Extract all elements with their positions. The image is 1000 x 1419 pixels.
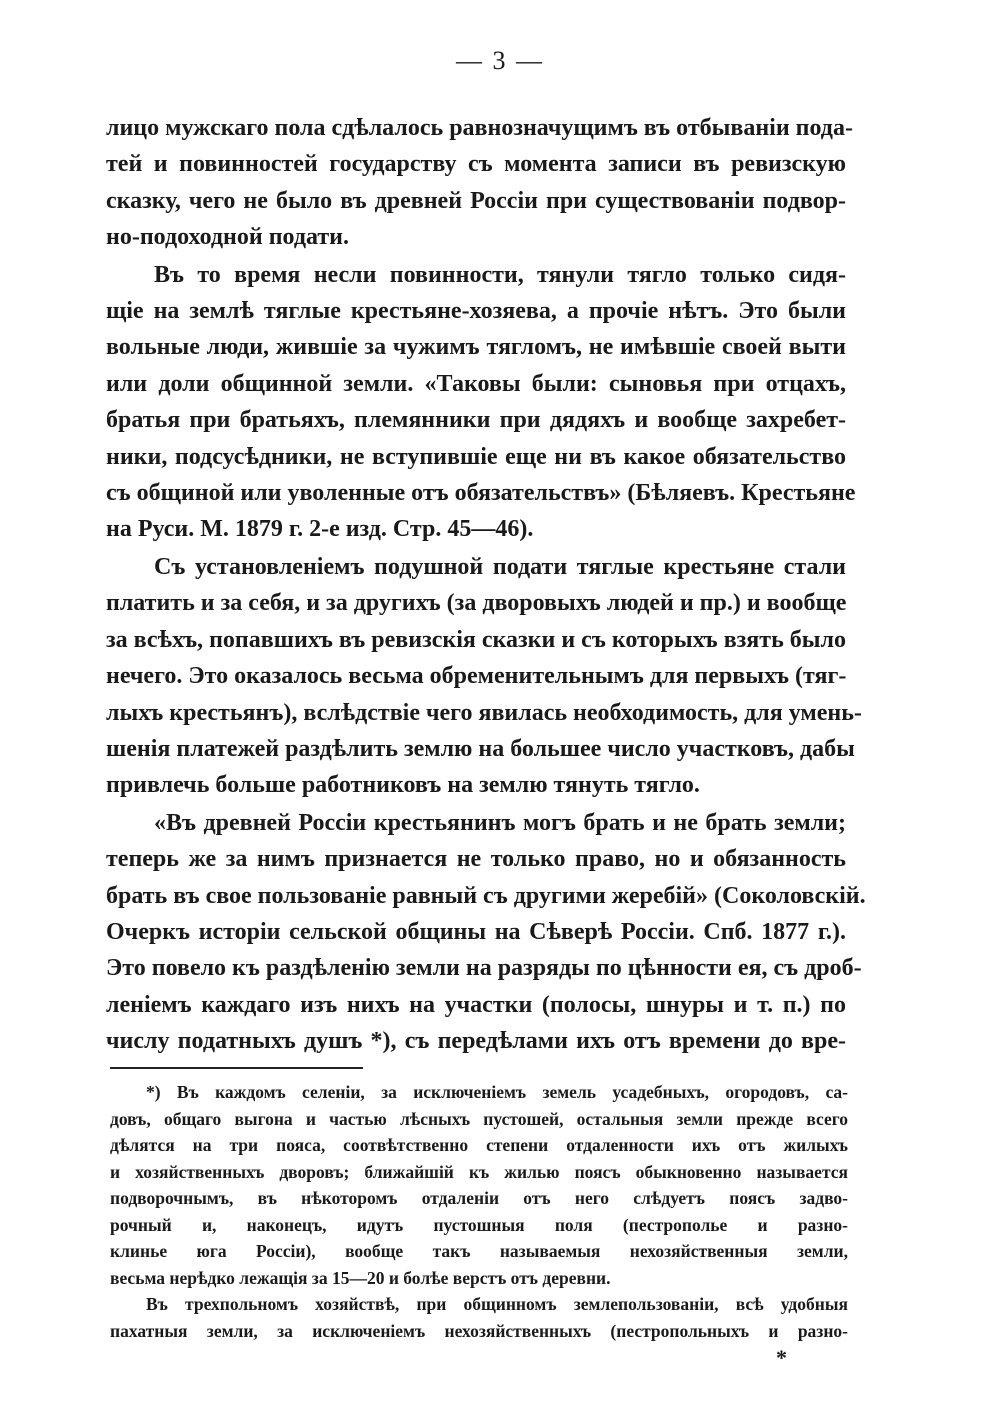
footnote-paragraph [110,1291,848,1344]
text-line: довъ, общаго выгона и частью лѣсныхъ пустошей, остальныя земли прежде всего [110,1108,848,1129]
text-line: клинье юга Россіи), вообще такъ называемыя нехозяйственныя земли, [110,1241,848,1261]
text-line: съ общиной или уволенные отъ обязательствъ» (Бѣляевъ. Крестьяне [106,480,856,507]
text-line: весьма нерѣдко лежащія за 15—20 и болѣе верстъ отъ деревни. [110,1267,611,1288]
text-line: Въ то время несли повинности, тянули тягло только сидя- [154,261,846,288]
page-number: — 3 — [456,46,544,75]
text-line: дѣлятся на три пояса, соотвѣтственно степени отдаленности ихъ отъ жилыхъ [110,1135,848,1155]
text-line: Это повело къ раздѣленію земли на разряды по цѣнности ея, съ дроб- [106,955,862,982]
text-line: лицо мужскаго пола сдѣлалось равнозначущимъ въ отбываніи пода- [106,115,853,141]
text-line: или доли общинной земли. «Таковы были: сыновья при отцахъ, [106,370,846,397]
text-line: братья при братьяхъ, племянники при дядяхъ и вообще захребет- [106,407,846,434]
text-line: привлечь больше работниковъ на землю тянуть тягло. [106,772,700,799]
text-line: леніемъ каждаго изъ нихъ на участки (полосы, шнуры и т. п.) по [106,991,846,1018]
text-line: подворочнымъ, въ нѣкоторомъ отдаленіи отъ него слѣдуетъ поясъ задво- [110,1188,848,1208]
text-line: тей и повинностей государству съ момента записи въ ревизскую [106,151,846,178]
main-text [106,110,866,1060]
text-line: *) Въ каждомъ селеніи, за исключеніемъ земель усадебныхъ, огородовъ, са- [146,1082,848,1102]
text-line: Очеркъ исторіи сельской общины на Сѣверѣ Россіи. Спб. 1877 г.). [106,918,846,945]
signature-mark: * [776,1345,787,1370]
text-line: числу податныхъ душъ *), съ передѣлами ихъ отъ времени до вре- [106,1028,846,1055]
text-line: за всѣхъ, попавшихъ въ ревизскія сказки и съ которыхъ взять было [106,626,846,653]
text-line: рочный и, наконецъ, идутъ пустошныя поля (пестрополье и разно- [110,1214,848,1235]
text-line: пахатныя земли, за исключеніемъ нехозяйственныхъ (пестропольныхъ и разно- [110,1320,848,1341]
paragraph [106,549,862,804]
text-line: Съ установленіемъ подушной подати тяглые крестьяне стали [154,553,846,580]
text-line: нечего. Это оказалось весьма обременительнымъ для первыхъ (тяг- [106,663,847,690]
text-line: щіе на землѣ тяглые крестьяне-хозяева, а прочіе нѣтъ. Это были [106,298,846,325]
text-line: ники, подсусѣдники, не вступившіе еще ни въ какое обязательство [106,443,846,470]
text-line: вольные люди, жившіе за чужимъ тягломъ, не имѣвшіе своей выти [106,334,846,361]
paragraph [106,805,866,1060]
text-line: и хозяйственныхъ дворовъ; ближайшій къ жилью поясъ обыкновенно называется [110,1161,848,1182]
text-line: лыхъ крестьянъ), вслѣдствіе чего явилась необходимость, для умень- [106,699,862,726]
text-line: «Въ древней Россіи крестьянинъ могъ брать и не брать земли; [154,809,846,836]
footnote-separator [110,1067,363,1069]
text-line: шенія платежей раздѣлить землю на большее число участковъ, дабы [106,735,855,762]
text-line: сказку, чего не было въ древней Россіи при существованіи подвор- [106,187,846,214]
text-line: Въ трехпольномъ хозяйствѣ, при общинномъ землепользованіи, всѣ удобныя [146,1294,848,1314]
text-line: брать въ свое пользованіе равный съ другими жеребій» (Соколовскій. [106,882,866,909]
text-line: теперь же за нимъ признается не только право, но и обязанность [106,846,846,873]
text-line: но-подоходной подати. [106,224,349,251]
footnote-paragraph [110,1079,848,1291]
paragraph [106,257,856,548]
text-line: платить и за себя, и за другихъ (за дворовыхъ людей и пр.) и вообще [106,590,847,617]
paragraph [106,110,853,256]
footnote [110,1079,848,1344]
text-line: на Руси. М. 1879 г. 2-е изд. Стр. 45—46). [106,516,534,543]
